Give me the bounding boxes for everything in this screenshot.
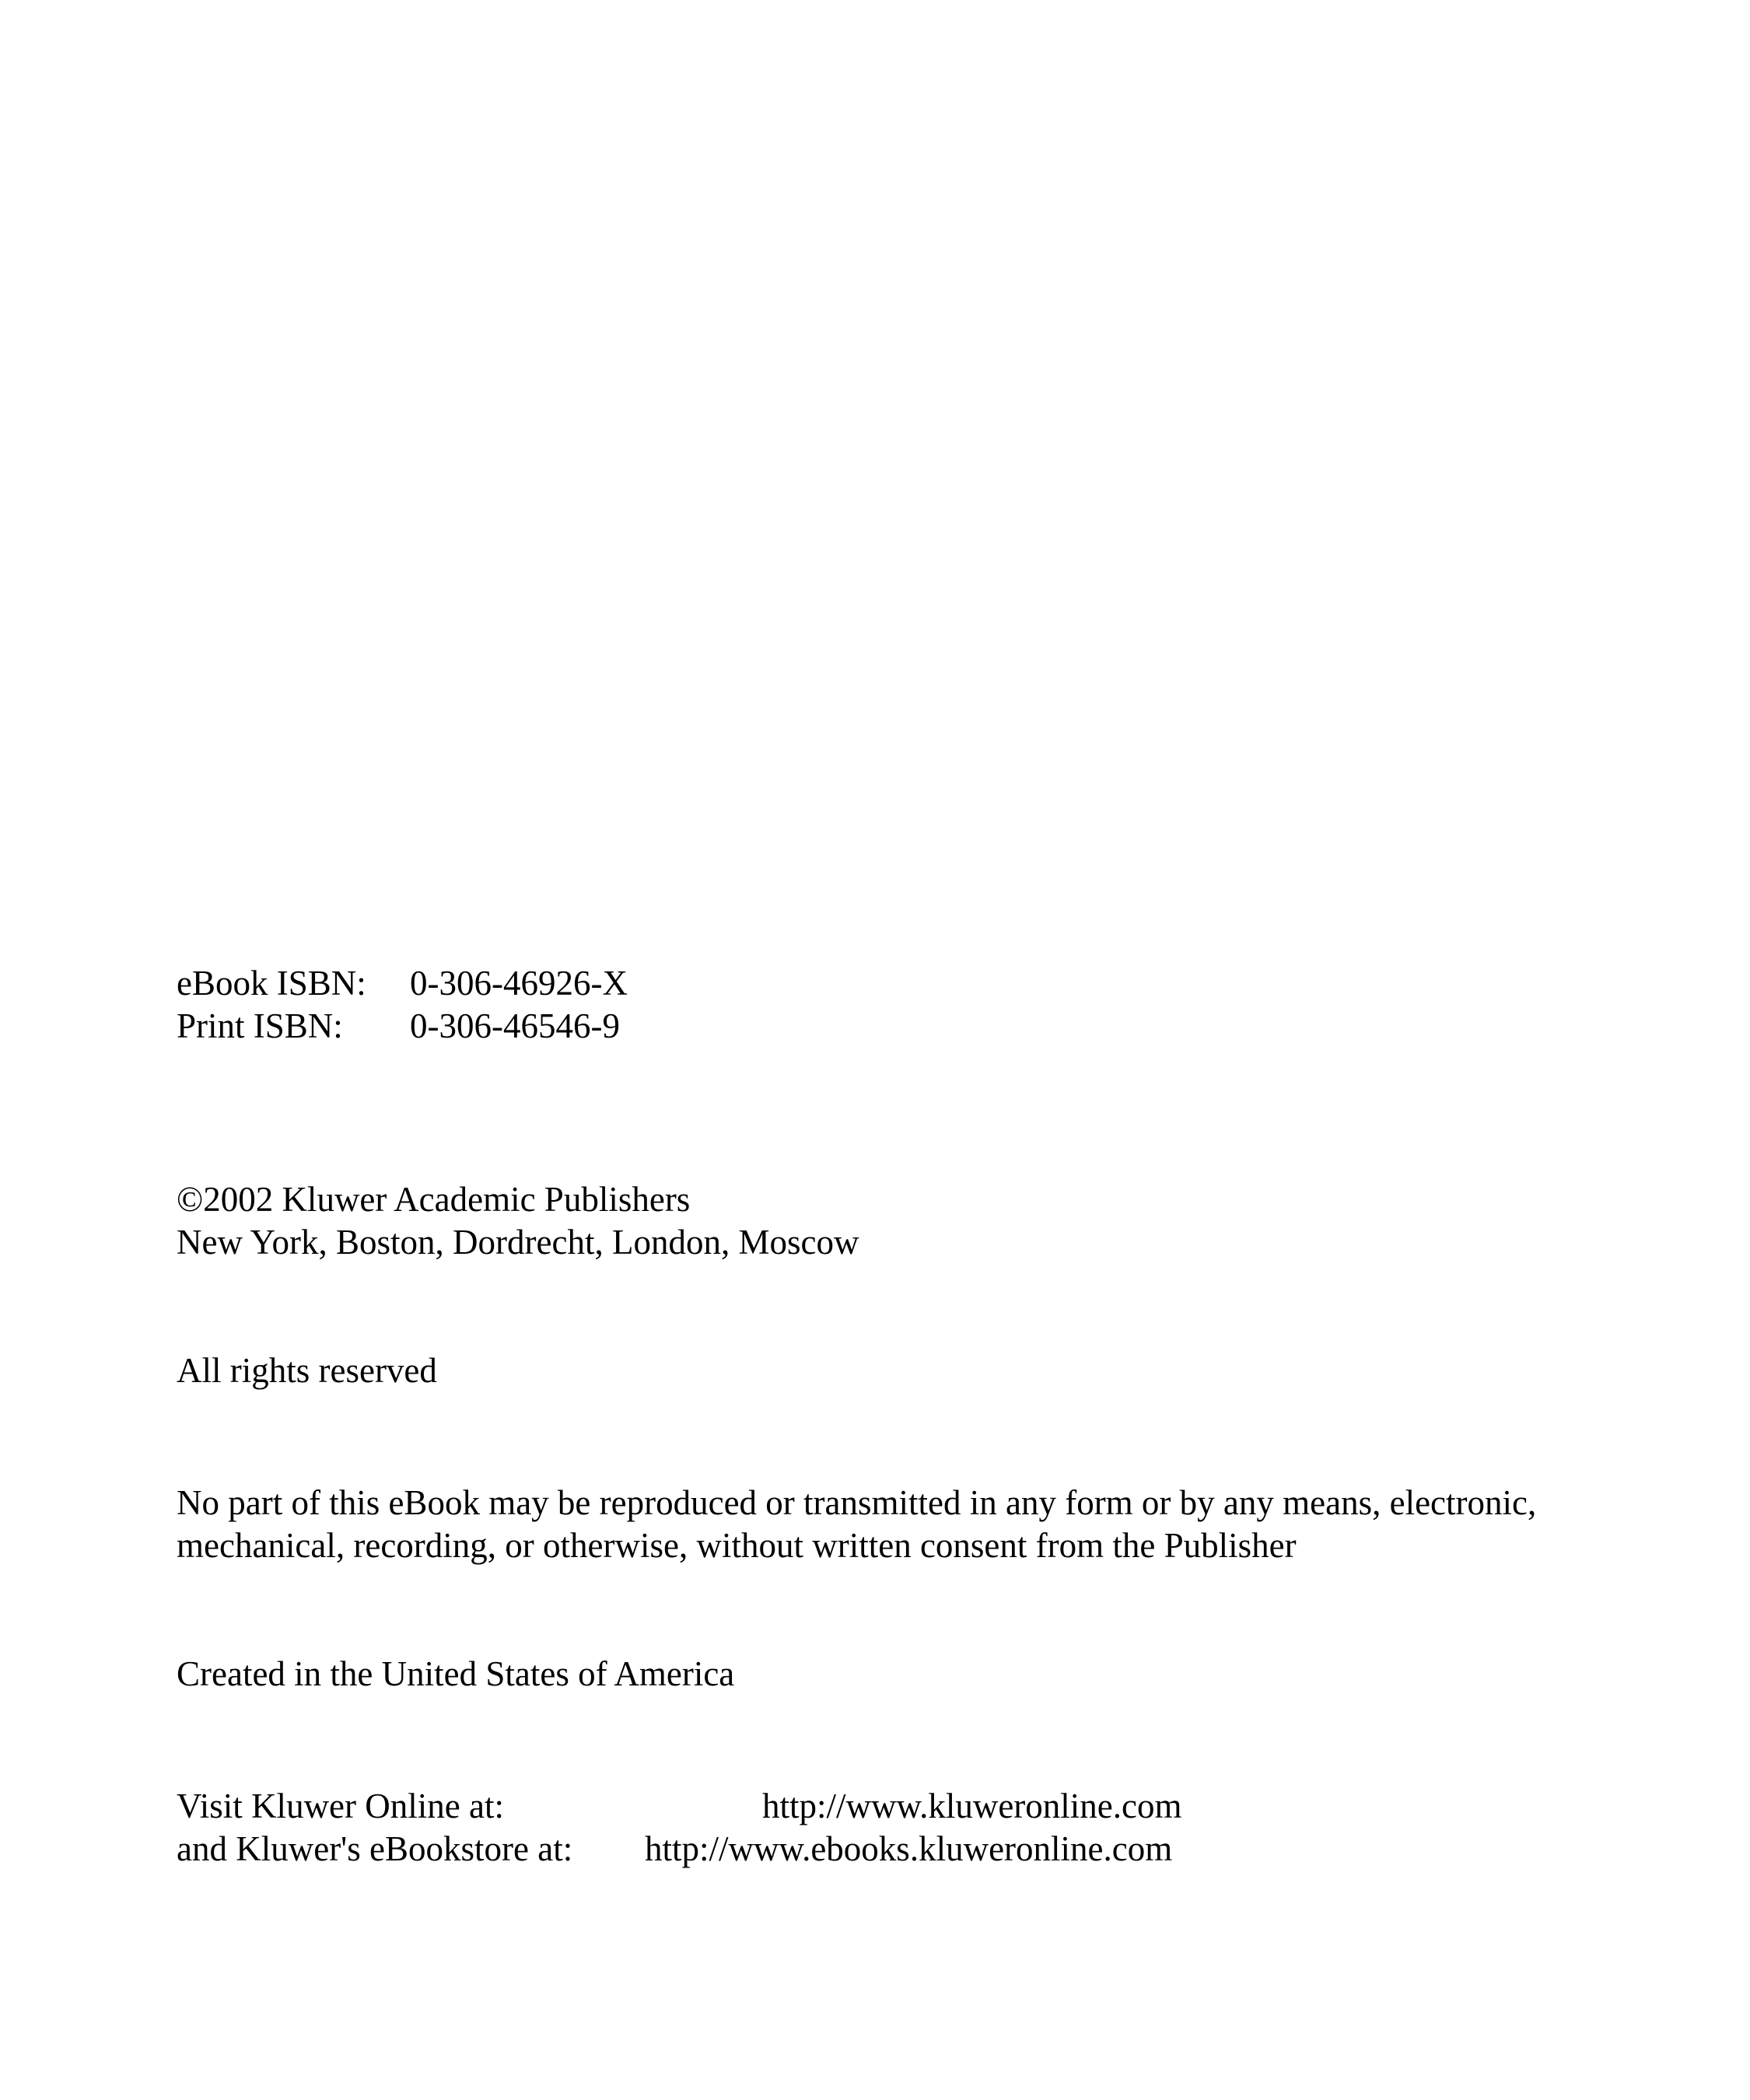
rights-reserved: All rights reserved xyxy=(177,1351,437,1390)
ebook-isbn-label: eBook ISBN: xyxy=(177,964,366,1003)
ebookstore-link-label: and Kluwer's eBookstore at: xyxy=(177,1829,573,1868)
ebook-isbn-value: 0-306-46926-X xyxy=(410,964,628,1003)
print-isbn-label: Print ISBN: xyxy=(177,1006,343,1045)
rights-notice-line-2: mechanical, recording, or otherwise, without written consent from the Publisher xyxy=(177,1526,1297,1565)
online-link-label: Visit Kluwer Online at: xyxy=(177,1787,504,1825)
country-of-creation: Created in the United States of America xyxy=(177,1654,735,1693)
rights-notice-line-1: No part of this eBook may be reproduced or transmitted in any form or by any means, electronic, xyxy=(177,1483,1537,1522)
ebookstore-link-url[interactable]: http://www.ebooks.kluweronline.com xyxy=(645,1829,1173,1868)
print-isbn-value: 0-306-46546-9 xyxy=(410,1006,620,1045)
copyright-line: ©2002 Kluwer Academic Publishers xyxy=(177,1180,691,1219)
publisher-cities: New York, Boston, Dordrecht, London, Moscow xyxy=(177,1223,859,1262)
online-link-url[interactable]: http://www.kluweronline.com xyxy=(762,1787,1182,1825)
